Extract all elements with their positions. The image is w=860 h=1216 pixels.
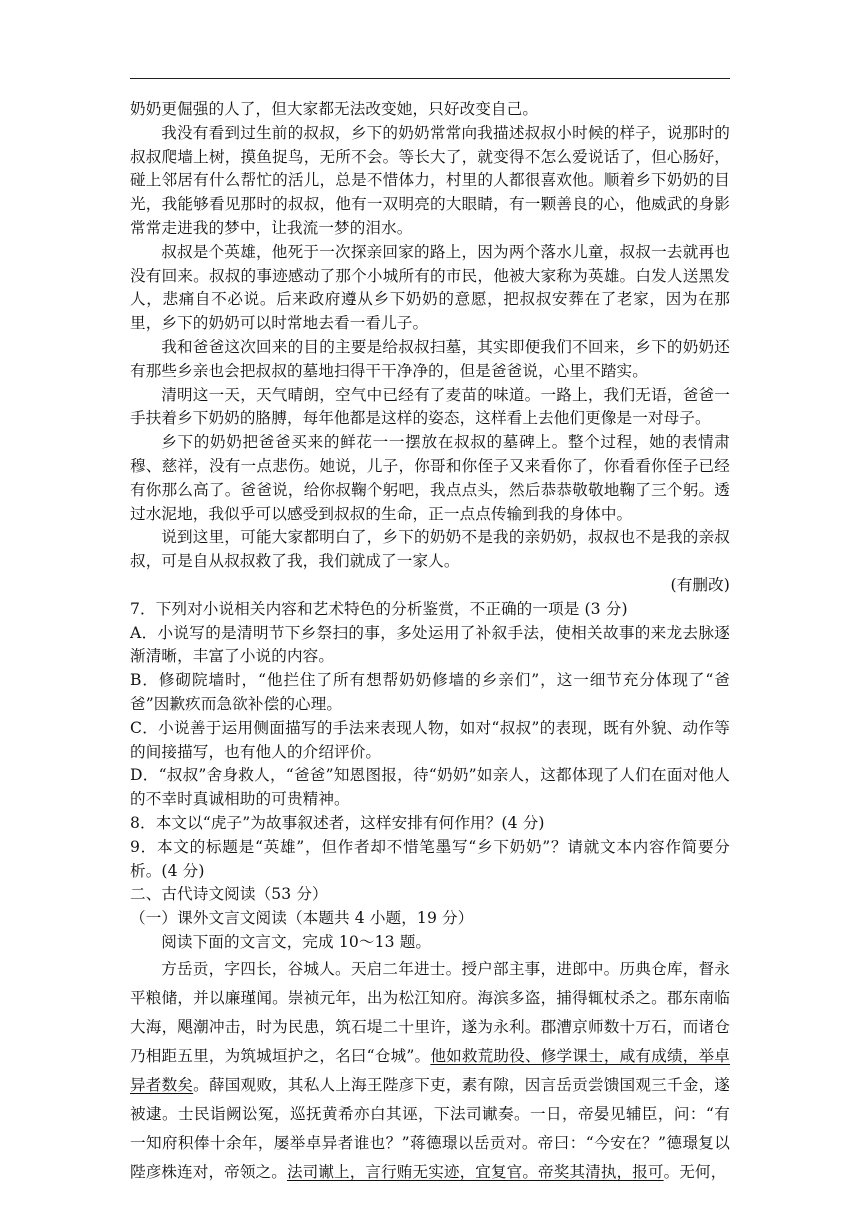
story-paragraph: 我和爸爸这次回来的目的主要是给叔叔扫墓，其实即便我们不回来，乡下的奶奶还有那些乡亲也会把叔叔的墓地扫得干干净净的，但是爸爸说，心里不踏实。 [130,337,730,380]
reading-instruction: 阅读下面的文言文，完成 10～13 题。 [161,932,432,951]
story-paragraph: 说到这里，可能大家都明白了，乡下的奶奶不是我的亲奶奶，叔叔也不是我的亲叔叔，可是自从叔叔救了我，我们就成了一家人。 [130,528,730,571]
text-segment: 方岳贡，字四长，谷城人。天启二年进士。授户部主事，进郎中。历典仓库，督永平粮储，并以廉瑾闻。崇祯元年，出为松江知府。海滨多盗，捕得辄杖杀之。郡东南临大海，飓潮冲击，时为民患，筑石堤二十里许，遂为永利。郡漕京师数十万石，而诸仓乃相距五里，为筑城垣护之，名曰“仓城”。 [130,959,730,1065]
abridged-note: (有删改) [670,575,730,594]
underlined-sentence: 法司谳上，言行贿无实迹，宜复官。帝奖其清执，报可 [286,1162,664,1181]
story-paragraph: 乡下的奶奶把爸爸买来的鲜花一一摆放在叔叔的墓碑上。整个过程，她的表情肃穆、慈祥，没有一点悲伤。她说，儿子，你哥和你侄子又来看你了，你看看你侄子已经有你那么高了。爸爸说，给你叔鞠个躬吧，我点点头，然后恭恭敬敬地鞠了三个躬。透过水泥地，我似乎可以感受到叔叔的生命，正一点点传输到我的身体中。 [130,433,730,523]
option-d: D．“叔叔”舍身救人，“爸爸”知恩图报，待“奶奶”如亲人，这都体现了人们在面对他人的不幸时真诚相助的可贵精神。 [130,766,730,809]
question-7: 7．下列对小说相关内容和艺术特色的分析鉴赏，不正确的一项是 (3 分) [130,599,628,618]
text-segment: 。无何， [663,1162,727,1181]
option-c: C．小说善于运用侧面描写的手法来表现人物，如对“叔叔”的表现，既有外貌、动作等的间接描写，也有他人的介绍评价。 [130,718,730,761]
question-8: 8．本文以“虎子”为故事叙述者，这样安排有何作用？(4 分) [130,813,545,832]
option-b: B．修砌院墙时，“他拦住了所有想帮奶奶修墙的乡亲们”，这一细节充分体现了“爸爸”因歉疚而急欲补偿的心理。 [130,671,730,713]
story-paragraph: 清明这一天，天气晴朗，空气中已经有了麦苗的味道。一路上，我们无语，爸爸一手扶着乡下奶奶的胳膊，每年他都是这样的姿态，这样看上去他们更像是一对母子。 [130,385,730,428]
story-paragraph: 我没有看到过生前的叔叔，乡下的奶奶常常向我描述叔叔小时候的样子，说那时的叔叔爬墙上树，摸鱼捉鸟，无所不会。等长大了，就变得不怎么爱说话了，但心肠好，碰上邻居有什么帮忙的活儿，总是不惜体力，村里的人都很喜欢他。顺着乡下奶奶的目光，我能够看见那时的叔叔，他有一双明亮的大眼睛，有一颗善良的心，他威武的身影常常走进我的梦中，让我流一梦的泪水。 [130,123,730,237]
story-paragraph: 叔叔是个英雄，他死于一次探亲回家的路上，因为两个落水儿童，叔叔一去就再也没有回来。叔叔的事迹感动了那个小城所有的市民，他被大家称为英雄。白发人送黑发人，悲痛自不必说。后来政府遵从乡下奶奶的意愿，把叔叔安葬在了老家，因为在那里，乡下的奶奶可以时常地去看一看儿子。 [130,242,730,333]
classical-text [130,955,730,1187]
subsection-heading: （一）课外文言文阅读（本题共 4 小题，19 分） [130,909,474,928]
text-segment: 。薛国观败，其私人上海王陛彦下吏，素有隙，因言岳贡尝馈国观三千金，遂被逮。士民诣阙讼冤，巡抚黄希亦白其诬，下法司谳奏。一日，帝晏见辅臣，问：“有一知府积俸十余年，屡举卓异者谁也？”蒋德璟以岳贡对。帝曰：“今安在？”德璟复以陛彦株连对，帝领之。 [130,1075,730,1181]
header-rule [130,78,730,79]
section-heading: 二、古代诗文阅读（53 分） [130,885,328,904]
underlined-sentence: 他如救荒助役、修学课士，咸有成绩，举卓异者数矣 [130,1046,730,1094]
question-9: 9．本文的标题是“英雄”，但作者却不惜笔墨写“乡下奶奶”？请就文本内容作简要分析。(4 分) [130,837,730,880]
option-a: A．小说写的是清明节下乡祭扫的事，多处运用了补叙手法，使相关故事的来龙去脉逐渐清晰，丰富了小说的内容。 [130,623,730,666]
story-paragraph: 奶奶更倔强的人了，但大家都无法改变她，只好改变自己。 [130,100,539,118]
document-page [130,98,730,1187]
